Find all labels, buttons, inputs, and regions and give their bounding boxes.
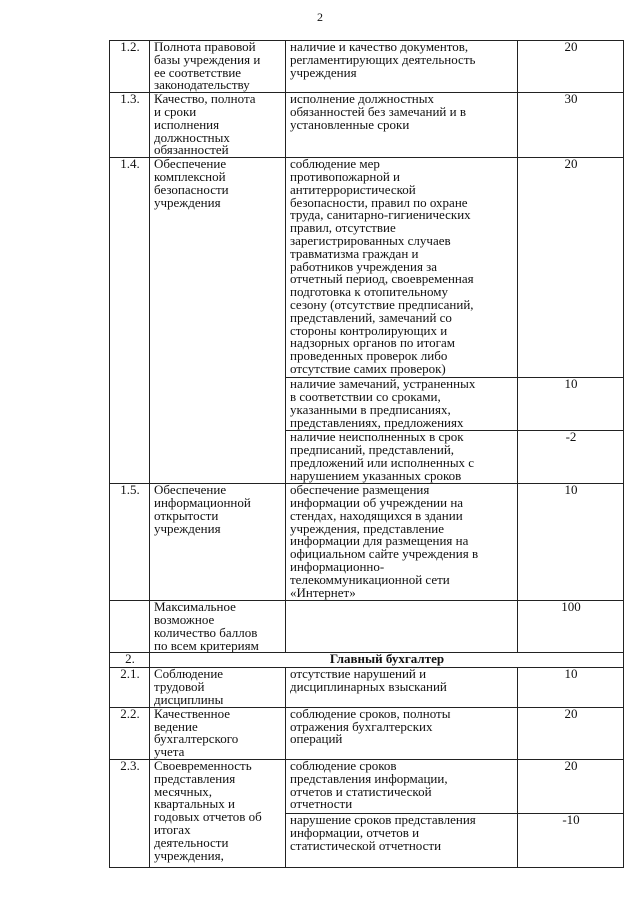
indicator-cell: нарушение сроков представления информации, отчетов и статистической отчетности [286, 813, 518, 867]
points-cell: 100 [518, 601, 624, 653]
points-cell: 10 [518, 668, 624, 707]
indicator-cell: отсутствие нарушений и дисциплинарных взысканий [286, 668, 518, 707]
indicator-cell: соблюдение сроков представления информации, отчетов и статистической отчетности [286, 759, 518, 813]
indicator-cell [286, 601, 518, 653]
indicator-cell: наличие неисполненных в срок предписаний, представлений, предложений или исполненных с нарушением указанных сроков [286, 431, 518, 484]
points-cell: 30 [518, 93, 624, 158]
table-row [110, 668, 624, 707]
row-number: 1.2. [110, 41, 150, 93]
criterion-cell: Максимальное возможное количество баллов по всем критериям [150, 601, 286, 653]
criterion-cell: Полнота правовой базы учреждения и ее соответствие законодательству [150, 41, 286, 93]
criterion-cell: Обеспечение комплексной безопасности учреждения [150, 158, 286, 484]
table-row [110, 759, 624, 813]
criterion-cell: Соблюдение трудовой дисциплины [150, 668, 286, 707]
points-cell: 20 [518, 759, 624, 813]
row-number: 1.5. [110, 484, 150, 601]
points-cell: 20 [518, 41, 624, 93]
indicator-cell: исполнение должностных обязанностей без замечаний и в установленные сроки [286, 93, 518, 158]
row-number: 2.1. [110, 668, 150, 707]
criterion-cell: Своевременность представления месячных, квартальных и годовых отчетов об итогах деятельности учреждения, [150, 759, 286, 867]
points-cell: 10 [518, 378, 624, 431]
section-row [110, 653, 624, 668]
points-cell: -10 [518, 813, 624, 867]
table-row [110, 601, 624, 653]
indicator-cell: наличие замечаний, устраненных в соответствии со сроками, указанными в предписаниях, представлениях, предложениях [286, 378, 518, 431]
table-row [110, 158, 624, 378]
indicator-cell: наличие и качество документов, регламентирующих деятельность учреждения [286, 41, 518, 93]
row-number: 2. [110, 653, 150, 668]
indicator-cell: соблюдение сроков, полноты отражения бухгалтерских операций [286, 707, 518, 759]
row-number: 2.2. [110, 707, 150, 759]
section-title: Главный бухгалтер [150, 653, 624, 668]
row-number [110, 601, 150, 653]
points-cell: 10 [518, 484, 624, 601]
table-row [110, 41, 624, 93]
points-cell: -2 [518, 431, 624, 484]
page-number: 2 [317, 10, 323, 24]
row-number: 2.3. [110, 759, 150, 867]
criteria-table [109, 40, 624, 868]
points-cell: 20 [518, 707, 624, 759]
row-number: 1.4. [110, 158, 150, 484]
points-cell: 20 [518, 158, 624, 378]
table-row [110, 93, 624, 158]
table-row [110, 707, 624, 759]
table-row [110, 484, 624, 601]
criterion-cell: Качество, полнота и сроки исполнения должностных обязанностей [150, 93, 286, 158]
row-number: 1.3. [110, 93, 150, 158]
indicator-cell: обеспечение размещения информации об учреждении на стендах, находящихся в здании учреждения, представление информации для размещения на официальном сайте учреждения в информационно- телекоммуникационной сети «Интернет» [286, 484, 518, 601]
criterion-cell: Качественное ведение бухгалтерского учета [150, 707, 286, 759]
indicator-cell: соблюдение мер противопожарной и антитеррористической безопасности, правил по охране труда, санитарно-гигиенических правил, отсутствие зарегистрированных случаев травматизма граждан и работников учреждения за отчетный период, своевременная подготовка к отопительному сезону (отсутствие предписаний, представлений, замечаний со стороны контролирующих и надзорных органов по итогам проведенных проверок либо отсутствие самих проверок) [286, 158, 518, 378]
criterion-cell: Обеспечение информационной открытости учреждения [150, 484, 286, 601]
